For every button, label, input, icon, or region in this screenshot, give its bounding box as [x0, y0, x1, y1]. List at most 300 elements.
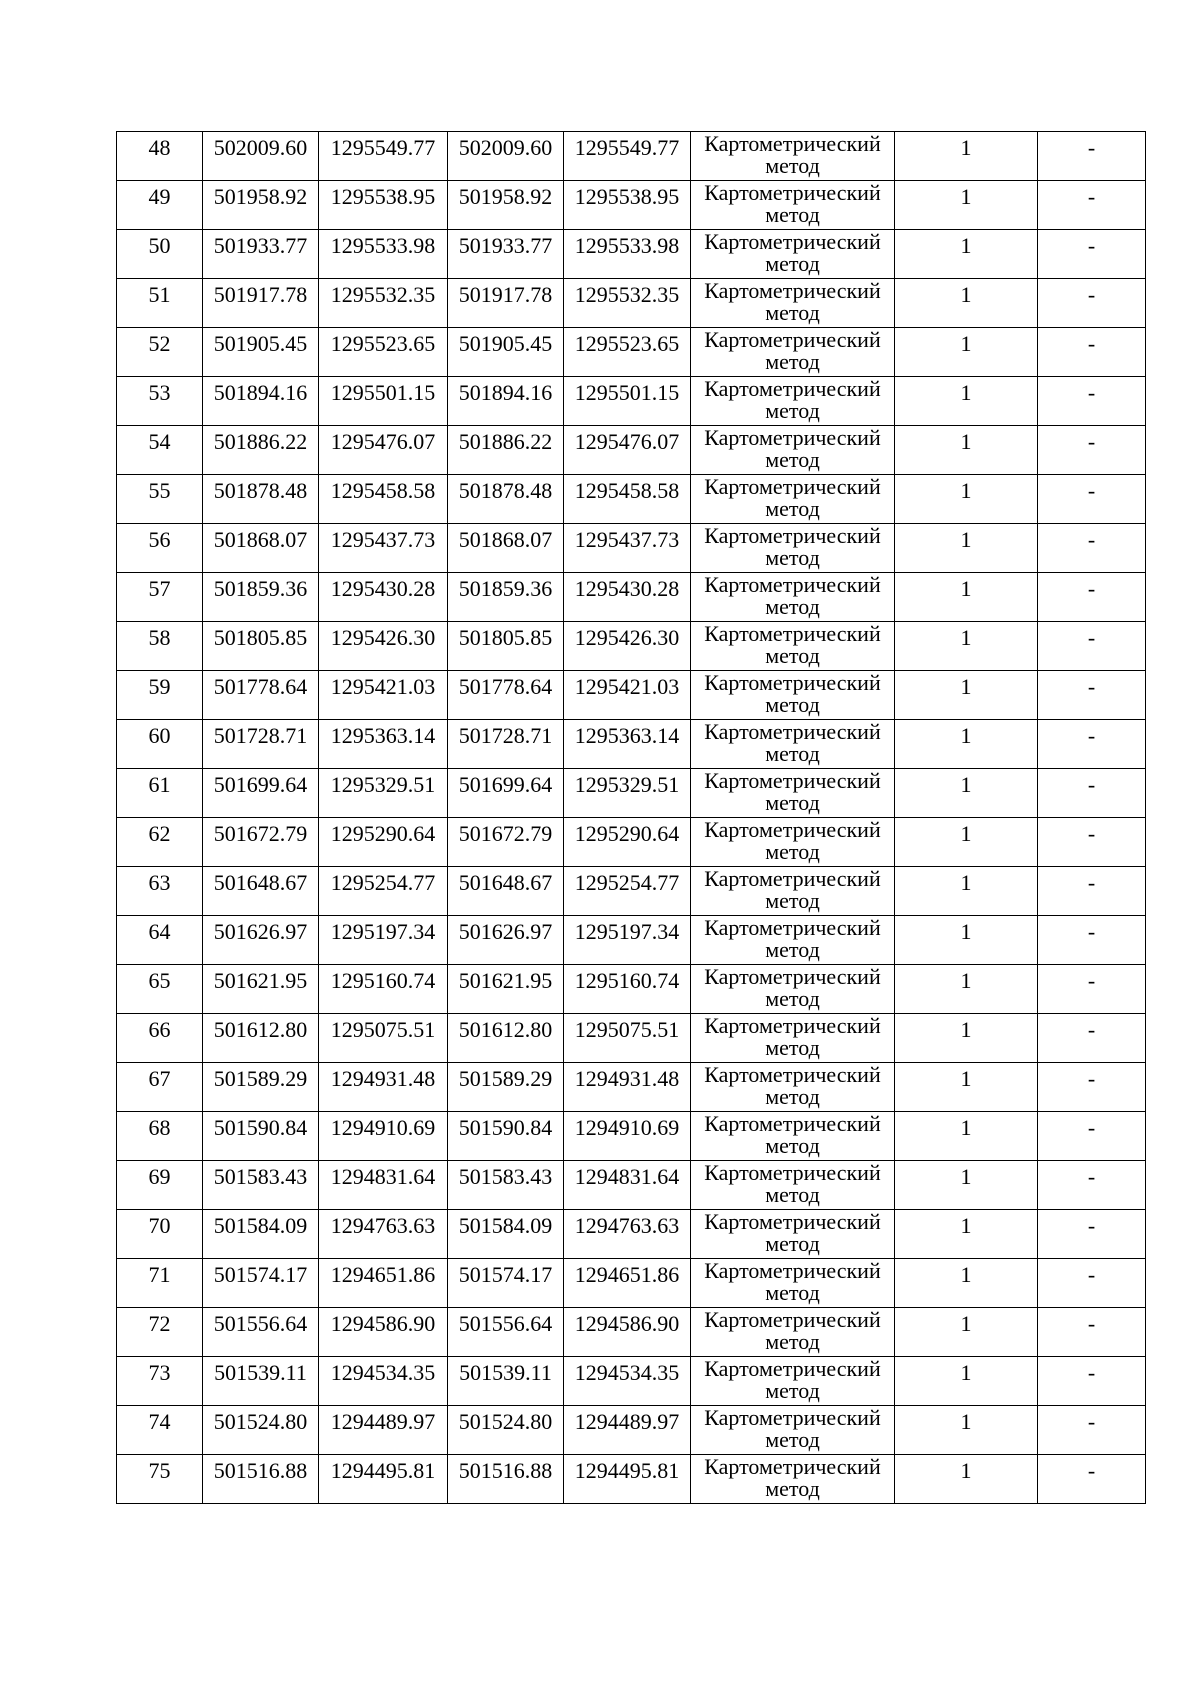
- y-new-cell: 1295549.77: [564, 132, 691, 181]
- y-new-cell: 1295426.30: [564, 622, 691, 671]
- method-line-2: метод: [765, 349, 820, 374]
- x-existing-cell: 501574.17: [203, 1259, 319, 1308]
- accuracy-cell: 1: [895, 279, 1038, 328]
- method-line-2: метод: [765, 1133, 820, 1158]
- y-existing-cell: 1295075.51: [319, 1014, 448, 1063]
- y-new-cell: 1294910.69: [564, 1112, 691, 1161]
- method-line-1: Картометрический: [704, 131, 881, 156]
- table-row: [117, 1210, 1146, 1259]
- method-line-1: Картометрический: [704, 278, 881, 303]
- table-row: [117, 916, 1146, 965]
- method-line-2: метод: [765, 692, 820, 717]
- point-number-cell: 63: [117, 867, 203, 916]
- accuracy-cell: 1: [895, 1014, 1038, 1063]
- x-new-cell: 501556.64: [448, 1308, 564, 1357]
- description-cell: -: [1038, 230, 1146, 279]
- x-new-cell: 501516.88: [448, 1455, 564, 1504]
- table-row: [117, 769, 1146, 818]
- accuracy-cell: 1: [895, 475, 1038, 524]
- y-existing-cell: 1294651.86: [319, 1259, 448, 1308]
- y-new-cell: 1295532.35: [564, 279, 691, 328]
- description-cell: -: [1038, 1406, 1146, 1455]
- method-cell: [691, 1259, 895, 1308]
- x-new-cell: 501933.77: [448, 230, 564, 279]
- x-existing-cell: 501539.11: [203, 1357, 319, 1406]
- method-cell: [691, 1455, 895, 1504]
- y-existing-cell: 1295290.64: [319, 818, 448, 867]
- description-cell: -: [1038, 377, 1146, 426]
- point-number-cell: 71: [117, 1259, 203, 1308]
- table-row: [117, 1063, 1146, 1112]
- method-line-2: метод: [765, 153, 820, 178]
- method-cell: [691, 426, 895, 475]
- method-cell: [691, 1406, 895, 1455]
- method-line-1: Картометрический: [704, 425, 881, 450]
- point-number-cell: 60: [117, 720, 203, 769]
- table-row: [117, 867, 1146, 916]
- point-number-cell: 55: [117, 475, 203, 524]
- y-new-cell: 1295075.51: [564, 1014, 691, 1063]
- method-line-1: Картометрический: [704, 817, 881, 842]
- x-new-cell: 501886.22: [448, 426, 564, 475]
- x-existing-cell: 501556.64: [203, 1308, 319, 1357]
- y-new-cell: 1295533.98: [564, 230, 691, 279]
- y-existing-cell: 1294534.35: [319, 1357, 448, 1406]
- description-cell: -: [1038, 622, 1146, 671]
- method-cell: [691, 377, 895, 426]
- point-number-cell: 66: [117, 1014, 203, 1063]
- method-line-2: метод: [765, 447, 820, 472]
- method-cell: [691, 181, 895, 230]
- x-existing-cell: 501878.48: [203, 475, 319, 524]
- description-cell: -: [1038, 1161, 1146, 1210]
- accuracy-cell: 1: [895, 1357, 1038, 1406]
- description-cell: -: [1038, 1112, 1146, 1161]
- method-line-2: метод: [765, 839, 820, 864]
- point-number-cell: 69: [117, 1161, 203, 1210]
- x-existing-cell: 501859.36: [203, 573, 319, 622]
- y-new-cell: 1294763.63: [564, 1210, 691, 1259]
- description-cell: -: [1038, 132, 1146, 181]
- method-line-1: Картометрический: [704, 180, 881, 205]
- table-row: [117, 671, 1146, 720]
- description-cell: -: [1038, 769, 1146, 818]
- x-existing-cell: 501648.67: [203, 867, 319, 916]
- method-cell: [691, 867, 895, 916]
- point-number-cell: 62: [117, 818, 203, 867]
- description-cell: -: [1038, 720, 1146, 769]
- method-line-2: метод: [765, 1476, 820, 1501]
- method-line-2: метод: [765, 300, 820, 325]
- accuracy-cell: 1: [895, 573, 1038, 622]
- description-cell: -: [1038, 1014, 1146, 1063]
- accuracy-cell: 1: [895, 132, 1038, 181]
- description-cell: -: [1038, 1357, 1146, 1406]
- y-existing-cell: 1294910.69: [319, 1112, 448, 1161]
- y-new-cell: 1294495.81: [564, 1455, 691, 1504]
- method-line-2: метод: [765, 643, 820, 668]
- description-cell: -: [1038, 965, 1146, 1014]
- x-existing-cell: 501905.45: [203, 328, 319, 377]
- y-existing-cell: 1295523.65: [319, 328, 448, 377]
- method-line-1: Картометрический: [704, 768, 881, 793]
- table-row: [117, 1406, 1146, 1455]
- y-new-cell: 1295476.07: [564, 426, 691, 475]
- description-cell: -: [1038, 524, 1146, 573]
- coordinates-table: [116, 131, 1146, 1504]
- accuracy-cell: 1: [895, 769, 1038, 818]
- method-cell: [691, 1357, 895, 1406]
- method-cell: [691, 818, 895, 867]
- method-cell: [691, 132, 895, 181]
- x-new-cell: 501805.85: [448, 622, 564, 671]
- x-new-cell: 501590.84: [448, 1112, 564, 1161]
- y-new-cell: 1295523.65: [564, 328, 691, 377]
- table-row: [117, 818, 1146, 867]
- method-line-1: Картометрический: [704, 1307, 881, 1332]
- y-existing-cell: 1295458.58: [319, 475, 448, 524]
- point-number-cell: 49: [117, 181, 203, 230]
- y-existing-cell: 1294831.64: [319, 1161, 448, 1210]
- accuracy-cell: 1: [895, 1063, 1038, 1112]
- y-new-cell: 1295538.95: [564, 181, 691, 230]
- table-row: [117, 181, 1146, 230]
- method-line-2: метод: [765, 202, 820, 227]
- method-cell: [691, 965, 895, 1014]
- table-row: [117, 965, 1146, 1014]
- y-existing-cell: 1295533.98: [319, 230, 448, 279]
- x-new-cell: 501621.95: [448, 965, 564, 1014]
- y-new-cell: 1295254.77: [564, 867, 691, 916]
- method-line-1: Картометрический: [704, 1160, 881, 1185]
- table-row: [117, 132, 1146, 181]
- method-cell: [691, 475, 895, 524]
- x-new-cell: 501917.78: [448, 279, 564, 328]
- x-new-cell: 501699.64: [448, 769, 564, 818]
- table-row: [117, 230, 1146, 279]
- y-existing-cell: 1294586.90: [319, 1308, 448, 1357]
- description-cell: -: [1038, 279, 1146, 328]
- point-number-cell: 53: [117, 377, 203, 426]
- description-cell: -: [1038, 1210, 1146, 1259]
- method-line-1: Картометрический: [704, 1111, 881, 1136]
- accuracy-cell: 1: [895, 377, 1038, 426]
- y-new-cell: 1294931.48: [564, 1063, 691, 1112]
- method-cell: [691, 1161, 895, 1210]
- y-existing-cell: 1295426.30: [319, 622, 448, 671]
- x-new-cell: 501539.11: [448, 1357, 564, 1406]
- y-new-cell: 1295421.03: [564, 671, 691, 720]
- x-existing-cell: 501699.64: [203, 769, 319, 818]
- y-existing-cell: 1295437.73: [319, 524, 448, 573]
- table-row: [117, 279, 1146, 328]
- table-body: [117, 132, 1146, 1504]
- point-number-cell: 61: [117, 769, 203, 818]
- method-line-2: метод: [765, 594, 820, 619]
- method-line-2: метод: [765, 888, 820, 913]
- x-existing-cell: 501958.92: [203, 181, 319, 230]
- method-line-2: метод: [765, 1231, 820, 1256]
- method-cell: [691, 671, 895, 720]
- x-new-cell: 501583.43: [448, 1161, 564, 1210]
- point-number-cell: 59: [117, 671, 203, 720]
- method-line-1: Картометрический: [704, 1258, 881, 1283]
- point-number-cell: 75: [117, 1455, 203, 1504]
- method-line-1: Картометрический: [704, 964, 881, 989]
- method-line-2: метод: [765, 1182, 820, 1207]
- method-cell: [691, 1014, 895, 1063]
- y-new-cell: 1295197.34: [564, 916, 691, 965]
- description-cell: -: [1038, 916, 1146, 965]
- point-number-cell: 51: [117, 279, 203, 328]
- description-cell: -: [1038, 426, 1146, 475]
- y-existing-cell: 1295197.34: [319, 916, 448, 965]
- method-line-1: Картометрический: [704, 915, 881, 940]
- description-cell: -: [1038, 867, 1146, 916]
- x-new-cell: 501672.79: [448, 818, 564, 867]
- method-line-1: Картометрический: [704, 1013, 881, 1038]
- y-new-cell: 1295501.15: [564, 377, 691, 426]
- accuracy-cell: 1: [895, 181, 1038, 230]
- method-cell: [691, 1210, 895, 1259]
- method-line-1: Картометрический: [704, 1405, 881, 1430]
- x-new-cell: 501859.36: [448, 573, 564, 622]
- accuracy-cell: 1: [895, 1308, 1038, 1357]
- table-row: [117, 1455, 1146, 1504]
- method-line-1: Картометрический: [704, 1062, 881, 1087]
- y-existing-cell: 1295430.28: [319, 573, 448, 622]
- y-new-cell: 1295458.58: [564, 475, 691, 524]
- method-line-2: метод: [765, 1084, 820, 1109]
- method-line-1: Картометрический: [704, 719, 881, 744]
- method-line-2: метод: [765, 1378, 820, 1403]
- table-row: [117, 524, 1146, 573]
- y-existing-cell: 1295538.95: [319, 181, 448, 230]
- x-new-cell: 501648.67: [448, 867, 564, 916]
- accuracy-cell: 1: [895, 671, 1038, 720]
- y-existing-cell: 1295501.15: [319, 377, 448, 426]
- x-new-cell: 501905.45: [448, 328, 564, 377]
- y-existing-cell: 1295421.03: [319, 671, 448, 720]
- x-new-cell: 501728.71: [448, 720, 564, 769]
- point-number-cell: 48: [117, 132, 203, 181]
- table-row: [117, 377, 1146, 426]
- point-number-cell: 68: [117, 1112, 203, 1161]
- x-existing-cell: 502009.60: [203, 132, 319, 181]
- accuracy-cell: 1: [895, 867, 1038, 916]
- point-number-cell: 56: [117, 524, 203, 573]
- y-existing-cell: 1294495.81: [319, 1455, 448, 1504]
- description-cell: -: [1038, 475, 1146, 524]
- method-line-1: Картометрический: [704, 572, 881, 597]
- accuracy-cell: 1: [895, 965, 1038, 1014]
- table-row: [117, 1308, 1146, 1357]
- x-existing-cell: 501590.84: [203, 1112, 319, 1161]
- x-existing-cell: 501626.97: [203, 916, 319, 965]
- x-new-cell: 501878.48: [448, 475, 564, 524]
- point-number-cell: 52: [117, 328, 203, 377]
- accuracy-cell: 1: [895, 230, 1038, 279]
- accuracy-cell: 1: [895, 524, 1038, 573]
- y-new-cell: 1294586.90: [564, 1308, 691, 1357]
- point-number-cell: 70: [117, 1210, 203, 1259]
- y-existing-cell: 1295476.07: [319, 426, 448, 475]
- table-row: [117, 573, 1146, 622]
- method-line-2: метод: [765, 545, 820, 570]
- table-row: [117, 1161, 1146, 1210]
- x-new-cell: 501524.80: [448, 1406, 564, 1455]
- method-line-1: Картометрический: [704, 1356, 881, 1381]
- table-row: [117, 475, 1146, 524]
- y-new-cell: 1294831.64: [564, 1161, 691, 1210]
- y-existing-cell: 1294489.97: [319, 1406, 448, 1455]
- description-cell: -: [1038, 181, 1146, 230]
- method-cell: [691, 1112, 895, 1161]
- point-number-cell: 72: [117, 1308, 203, 1357]
- table-row: [117, 720, 1146, 769]
- method-line-1: Картометрический: [704, 621, 881, 646]
- y-new-cell: 1295363.14: [564, 720, 691, 769]
- method-cell: [691, 769, 895, 818]
- method-line-1: Картометрический: [704, 866, 881, 891]
- table-row: [117, 622, 1146, 671]
- method-cell: [691, 720, 895, 769]
- accuracy-cell: 1: [895, 720, 1038, 769]
- x-existing-cell: 501868.07: [203, 524, 319, 573]
- method-line-1: Картометрический: [704, 327, 881, 352]
- table-row: [117, 1357, 1146, 1406]
- x-new-cell: 501574.17: [448, 1259, 564, 1308]
- y-new-cell: 1295290.64: [564, 818, 691, 867]
- point-number-cell: 57: [117, 573, 203, 622]
- method-cell: [691, 524, 895, 573]
- y-new-cell: 1295329.51: [564, 769, 691, 818]
- point-number-cell: 65: [117, 965, 203, 1014]
- y-existing-cell: 1295160.74: [319, 965, 448, 1014]
- y-existing-cell: 1295532.35: [319, 279, 448, 328]
- description-cell: -: [1038, 1259, 1146, 1308]
- y-new-cell: 1294489.97: [564, 1406, 691, 1455]
- x-existing-cell: 501621.95: [203, 965, 319, 1014]
- description-cell: -: [1038, 818, 1146, 867]
- table-row: [117, 1014, 1146, 1063]
- point-number-cell: 73: [117, 1357, 203, 1406]
- description-cell: -: [1038, 1455, 1146, 1504]
- method-cell: [691, 916, 895, 965]
- method-cell: [691, 1308, 895, 1357]
- point-number-cell: 74: [117, 1406, 203, 1455]
- x-existing-cell: 501894.16: [203, 377, 319, 426]
- method-cell: [691, 622, 895, 671]
- method-line-1: Картометрический: [704, 670, 881, 695]
- accuracy-cell: 1: [895, 916, 1038, 965]
- accuracy-cell: 1: [895, 426, 1038, 475]
- accuracy-cell: 1: [895, 1455, 1038, 1504]
- method-cell: [691, 573, 895, 622]
- x-new-cell: 501868.07: [448, 524, 564, 573]
- x-existing-cell: 501886.22: [203, 426, 319, 475]
- point-number-cell: 50: [117, 230, 203, 279]
- method-line-2: метод: [765, 790, 820, 815]
- x-existing-cell: 501583.43: [203, 1161, 319, 1210]
- accuracy-cell: 1: [895, 622, 1038, 671]
- x-new-cell: 501584.09: [448, 1210, 564, 1259]
- x-new-cell: 501778.64: [448, 671, 564, 720]
- method-line-2: метод: [765, 1280, 820, 1305]
- method-cell: [691, 1063, 895, 1112]
- accuracy-cell: 1: [895, 1161, 1038, 1210]
- x-new-cell: 501894.16: [448, 377, 564, 426]
- y-new-cell: 1295437.73: [564, 524, 691, 573]
- accuracy-cell: 1: [895, 1112, 1038, 1161]
- accuracy-cell: 1: [895, 1210, 1038, 1259]
- point-number-cell: 58: [117, 622, 203, 671]
- method-line-1: Картометрический: [704, 474, 881, 499]
- method-line-1: Картометрический: [704, 229, 881, 254]
- method-line-2: метод: [765, 986, 820, 1011]
- description-cell: -: [1038, 1063, 1146, 1112]
- x-existing-cell: 501612.80: [203, 1014, 319, 1063]
- accuracy-cell: 1: [895, 818, 1038, 867]
- accuracy-cell: 1: [895, 1406, 1038, 1455]
- method-line-2: метод: [765, 1427, 820, 1452]
- method-line-2: метод: [765, 937, 820, 962]
- point-number-cell: 54: [117, 426, 203, 475]
- method-line-2: метод: [765, 251, 820, 276]
- y-existing-cell: 1295363.14: [319, 720, 448, 769]
- x-existing-cell: 501589.29: [203, 1063, 319, 1112]
- method-cell: [691, 328, 895, 377]
- x-existing-cell: 501778.64: [203, 671, 319, 720]
- description-cell: -: [1038, 671, 1146, 720]
- description-cell: -: [1038, 328, 1146, 377]
- x-new-cell: 501589.29: [448, 1063, 564, 1112]
- x-existing-cell: 501933.77: [203, 230, 319, 279]
- method-line-2: метод: [765, 1329, 820, 1354]
- method-line-1: Картометрический: [704, 376, 881, 401]
- method-line-2: метод: [765, 496, 820, 521]
- x-new-cell: 501612.80: [448, 1014, 564, 1063]
- x-existing-cell: 501516.88: [203, 1455, 319, 1504]
- description-cell: -: [1038, 573, 1146, 622]
- y-new-cell: 1294651.86: [564, 1259, 691, 1308]
- y-new-cell: 1294534.35: [564, 1357, 691, 1406]
- table-row: [117, 1112, 1146, 1161]
- x-existing-cell: 501728.71: [203, 720, 319, 769]
- method-line-1: Картометрический: [704, 1454, 881, 1479]
- description-cell: -: [1038, 1308, 1146, 1357]
- table-row: [117, 426, 1146, 475]
- point-number-cell: 67: [117, 1063, 203, 1112]
- method-line-2: метод: [765, 398, 820, 423]
- x-new-cell: 502009.60: [448, 132, 564, 181]
- x-existing-cell: 501917.78: [203, 279, 319, 328]
- y-existing-cell: 1294931.48: [319, 1063, 448, 1112]
- method-line-1: Картометрический: [704, 1209, 881, 1234]
- table-row: [117, 328, 1146, 377]
- y-existing-cell: 1294763.63: [319, 1210, 448, 1259]
- table-row: [117, 1259, 1146, 1308]
- method-line-1: Картометрический: [704, 523, 881, 548]
- x-existing-cell: 501805.85: [203, 622, 319, 671]
- y-existing-cell: 1295329.51: [319, 769, 448, 818]
- method-line-2: метод: [765, 741, 820, 766]
- x-existing-cell: 501584.09: [203, 1210, 319, 1259]
- x-new-cell: 501958.92: [448, 181, 564, 230]
- point-number-cell: 64: [117, 916, 203, 965]
- y-new-cell: 1295160.74: [564, 965, 691, 1014]
- accuracy-cell: 1: [895, 1259, 1038, 1308]
